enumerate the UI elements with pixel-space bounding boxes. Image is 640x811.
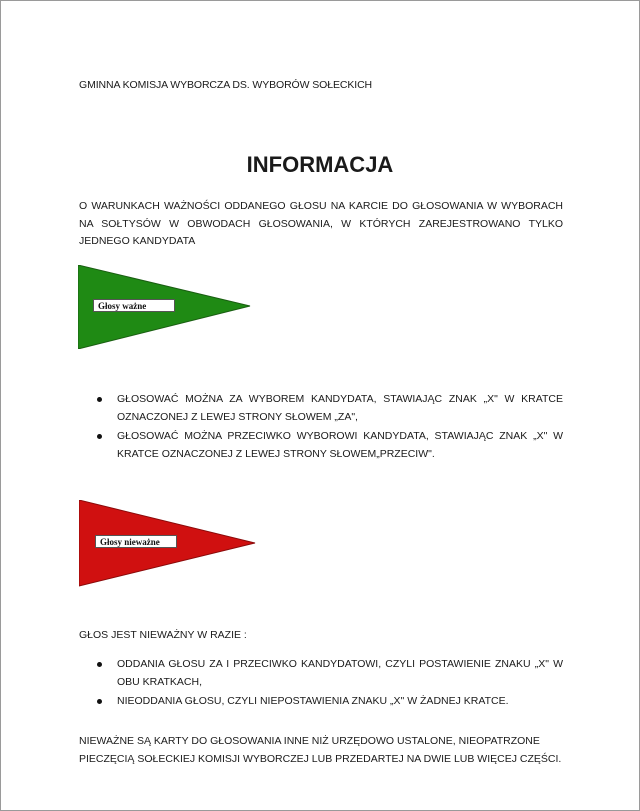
valid-rules-list	[1, 391, 563, 465]
valid-votes-label: Głosy ważne	[93, 299, 175, 312]
valid-votes-pennant	[78, 265, 252, 349]
commission-header: GMINNA KOMISJA WYBORCZA DS. WYBORÓW SOŁECKICH	[79, 79, 373, 91]
list-item: ODDANIA GŁOSU ZA I PRZECIWKO KANDYDATOWI, CZYLI POSTAWIENIE ZNAKU „X" W OBU KRATKACH,	[1, 656, 563, 691]
invalid-votes-label: Głosy nieważne	[95, 535, 177, 548]
invalid-rules-list	[1, 656, 563, 713]
invalid-heading: GŁOS JEST NIEWAŻNY W RAZIE :	[79, 629, 247, 641]
page-title: INFORMACJA	[246, 152, 394, 177]
list-item: GŁOSOWAĆ MOŻNA PRZECIWKO WYBOROWI KANDYDATA, STAWIAJĄC ZNAK „X" W KRATCE OZNACZONEJ Z LEWEJ STRONY SŁOWEM„PRZECIW".	[1, 428, 563, 463]
intro-paragraph: O WARUNKACH WAŻNOŚCI ODDANEGO GŁOSU NA KARCIE DO GŁOSOWANIA W WYBORACH NA SOŁTYSÓW W OBWODACH GŁOSOWANIA, W KTÓRYCH ZAREJESTROWANO TYLKO JEDNEGO KANDYDATA	[79, 200, 563, 247]
closing-paragraph: NIEWAŻNE SĄ KARTY DO GŁOSOWANIA INNE NIŻ URZĘDOWO USTALONE, NIEOPATRZONE PIECZĘCIĄ SOŁECKIEJ KOMISJI WYBORCZEJ LUB PRZEDARTEJ NA DWIE LUB WIĘCEJ CZĘŚCI.	[79, 735, 562, 765]
invalid-votes-pennant	[79, 500, 257, 587]
list-item: NIEODDANIA GŁOSU, CZYLI NIEPOSTAWIENIA ZNAKU „X" W ŻADNEJ KRATCE.	[1, 693, 563, 711]
list-item: GŁOSOWAĆ MOŻNA ZA WYBOREM KANDYDATA, STAWIAJĄC ZNAK „X" W KRATCE OZNACZONEJ Z LEWEJ STRONY SŁOWEM „ZA",	[1, 391, 563, 426]
